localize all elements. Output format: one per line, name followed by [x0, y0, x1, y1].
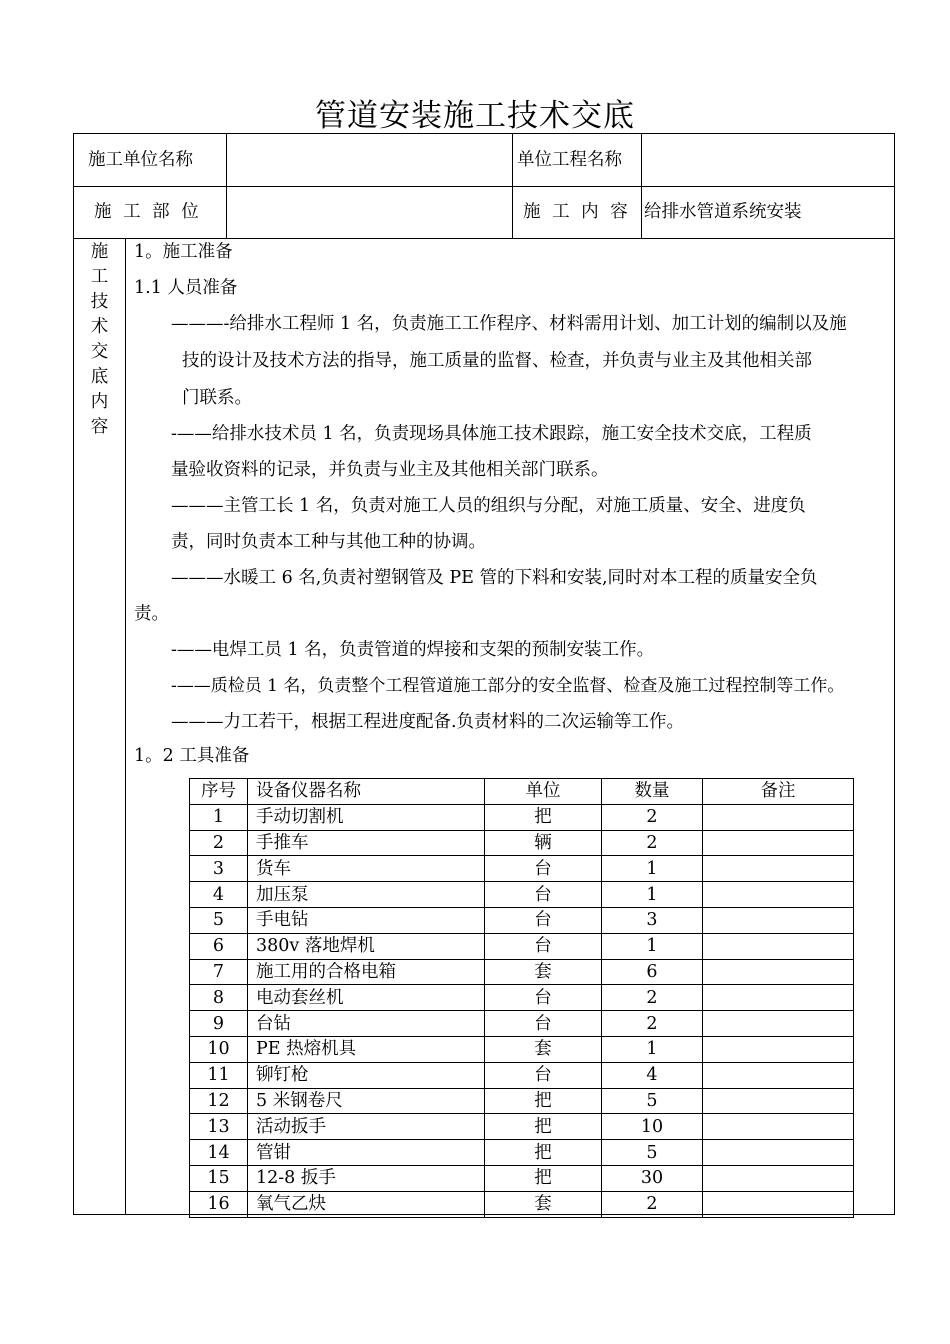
side-char: 底 — [90, 367, 109, 387]
header-no: 序号 — [190, 779, 248, 805]
staff-paragraph-line: 责。 — [134, 604, 169, 624]
staff-paragraph-line: ———-给排水工程师 1 名，负责施工工作程序、材料需用计划、加工计划的编制以及施 — [171, 314, 847, 334]
table-row — [190, 1062, 854, 1088]
quantity: 3 — [602, 907, 703, 933]
unit: 把 — [485, 804, 602, 830]
construction-part-label: 施 工 部 位 — [94, 202, 199, 222]
unit: 台 — [485, 856, 602, 882]
equipment-name: PE 热熔机具 — [248, 1036, 485, 1062]
unit: 把 — [485, 1140, 602, 1166]
header-unit: 单位 — [485, 779, 602, 805]
table-row — [190, 804, 854, 830]
equipment-name: 加压泵 — [248, 882, 485, 908]
table-row — [190, 830, 854, 856]
unit: 把 — [485, 1165, 602, 1191]
table-row — [190, 1114, 854, 1140]
row-no: 2 — [190, 830, 248, 856]
row-no: 7 — [190, 959, 248, 985]
table-row — [190, 933, 854, 959]
quantity: 5 — [602, 1088, 703, 1114]
quantity: 10 — [602, 1114, 703, 1140]
quantity: 30 — [602, 1165, 703, 1191]
unit-name-label: 施工单位名称 — [88, 150, 193, 170]
row-no: 6 — [190, 933, 248, 959]
row-divider — [74, 238, 894, 239]
table-row — [190, 882, 854, 908]
remarks — [703, 1088, 854, 1114]
row-no: 10 — [190, 1036, 248, 1062]
unit: 台 — [485, 1062, 602, 1088]
col-divider — [512, 134, 513, 238]
unit: 把 — [485, 1114, 602, 1140]
table-row — [190, 985, 854, 1011]
equipment-name: 5 米钢卷尺 — [248, 1088, 485, 1114]
unit: 套 — [485, 1036, 602, 1062]
row-no: 9 — [190, 1011, 248, 1037]
row-divider — [74, 186, 894, 187]
equipment-name: 活动扳手 — [248, 1114, 485, 1140]
header-equipment-name: 设备仪器名称 — [248, 779, 485, 805]
remarks — [703, 1062, 854, 1088]
staff-paragraph-line: -——质检员 1 名，负责整个工程管道施工部分的安全监督、检查及施工过程控制等工作。 — [171, 676, 845, 696]
row-no: 13 — [190, 1114, 248, 1140]
side-char: 术 — [90, 317, 109, 337]
table-row — [190, 1140, 854, 1166]
table-row — [190, 1088, 854, 1114]
staff-paragraph-line: -——给排水技术员 1 名，负责现场具体施工技术跟踪，施工安全技术交底，工程质 — [171, 424, 812, 444]
side-char: 工 — [90, 267, 109, 287]
remarks — [703, 1036, 854, 1062]
equipment-name: 施工用的合格电箱 — [248, 959, 485, 985]
unit: 台 — [485, 882, 602, 908]
staff-paragraph-line: -——电焊工员 1 名，负责管道的焊接和支架的预制安装工作。 — [171, 640, 655, 660]
table-row — [190, 907, 854, 933]
equipment-name: 手动切割机 — [248, 804, 485, 830]
staff-paragraph-line: 量验收资料的记录，并负责与业主及其他相关部门联系。 — [171, 460, 609, 480]
table-row — [190, 1011, 854, 1037]
remarks — [703, 830, 854, 856]
staff-paragraph-line: 责，同时负责本工种与其他工种的协调。 — [171, 532, 486, 552]
row-no: 16 — [190, 1191, 248, 1217]
subsection-heading: 1。2 工具准备 — [134, 746, 250, 766]
unit: 辆 — [485, 830, 602, 856]
equipment-name: 台钻 — [248, 1011, 485, 1037]
row-no: 1 — [190, 804, 248, 830]
remarks — [703, 1140, 854, 1166]
table-row — [190, 1165, 854, 1191]
table-row — [190, 959, 854, 985]
unit: 台 — [485, 1011, 602, 1037]
remarks — [703, 959, 854, 985]
unit: 台 — [485, 933, 602, 959]
remarks — [703, 856, 854, 882]
side-char: 施 — [90, 242, 109, 262]
quantity: 5 — [602, 1140, 703, 1166]
header-remarks: 备注 — [703, 779, 854, 805]
remarks — [703, 985, 854, 1011]
unit: 套 — [485, 1191, 602, 1217]
equipment-name: 货车 — [248, 856, 485, 882]
unit: 套 — [485, 959, 602, 985]
document-title: 管道安装施工技术交底 — [315, 98, 635, 134]
side-divider — [125, 238, 126, 1214]
header-quantity: 数量 — [602, 779, 703, 805]
side-char: 内 — [90, 392, 109, 412]
staff-paragraph-line: ———水暖工 6 名,负责衬塑钢管及 PE 管的下料和安装,同时对本工程的质量安全负 — [171, 568, 818, 588]
quantity: 4 — [602, 1062, 703, 1088]
side-char: 交 — [90, 342, 109, 362]
remarks — [703, 1191, 854, 1217]
table-row — [190, 1036, 854, 1062]
staff-paragraph-line: 门联系。 — [182, 388, 252, 408]
quantity: 2 — [602, 830, 703, 856]
side-char: 容 — [90, 417, 109, 437]
remarks — [703, 804, 854, 830]
equipment-name: 手推车 — [248, 830, 485, 856]
disclosure-form — [73, 133, 895, 1215]
remarks — [703, 1114, 854, 1140]
side-char: 技 — [90, 292, 109, 312]
quantity: 2 — [602, 985, 703, 1011]
disclosure-content-label — [74, 240, 125, 440]
row-no: 14 — [190, 1140, 248, 1166]
quantity: 1 — [602, 1036, 703, 1062]
quantity: 1 — [602, 933, 703, 959]
row-no: 4 — [190, 882, 248, 908]
construction-content-label: 施 工 内 容 — [523, 202, 628, 222]
remarks — [703, 1011, 854, 1037]
tools-table — [189, 778, 854, 1218]
equipment-name: 电动套丝机 — [248, 985, 485, 1011]
remarks — [703, 933, 854, 959]
col-divider — [226, 134, 227, 238]
section-heading: 1。施工准备 — [134, 242, 233, 262]
quantity: 2 — [602, 1011, 703, 1037]
equipment-name: 氧气乙炔 — [248, 1191, 485, 1217]
equipment-name: 手电钻 — [248, 907, 485, 933]
quantity: 2 — [602, 1191, 703, 1217]
equipment-name: 12-8 扳手 — [248, 1165, 485, 1191]
row-no: 5 — [190, 907, 248, 933]
staff-paragraph-line: 技的设计及技术方法的指导，施工质量的监督、检查，并负责与业主及其他相关部 — [182, 351, 812, 371]
row-no: 15 — [190, 1165, 248, 1191]
equipment-name: 管钳 — [248, 1140, 485, 1166]
equipment-name: 380v 落地焊机 — [248, 933, 485, 959]
quantity: 1 — [602, 856, 703, 882]
subsection-heading: 1.1 人员准备 — [134, 278, 238, 298]
quantity: 2 — [602, 804, 703, 830]
remarks — [703, 907, 854, 933]
equipment-name: 铆钉枪 — [248, 1062, 485, 1088]
remarks — [703, 882, 854, 908]
unit: 把 — [485, 1088, 602, 1114]
row-no: 3 — [190, 856, 248, 882]
table-row — [190, 856, 854, 882]
row-no: 8 — [190, 985, 248, 1011]
remarks — [703, 1165, 854, 1191]
staff-paragraph-line: ———力工若干，根据工程进度配备.负责材料的二次运输等工作。 — [171, 712, 685, 732]
staff-paragraph-line: ———主管工长 1 名，负责对施工人员的组织与分配，对施工质量、安全、进度负 — [171, 496, 806, 516]
quantity: 6 — [602, 959, 703, 985]
construction-content-value: 给排水管道系统安装 — [644, 202, 802, 222]
table-row — [190, 1191, 854, 1217]
row-no: 11 — [190, 1062, 248, 1088]
table-header-row — [190, 779, 854, 805]
col-divider — [641, 134, 642, 238]
unit: 台 — [485, 985, 602, 1011]
row-no: 12 — [190, 1088, 248, 1114]
quantity: 1 — [602, 882, 703, 908]
project-name-label: 单位工程名称 — [517, 150, 622, 170]
unit: 台 — [485, 907, 602, 933]
